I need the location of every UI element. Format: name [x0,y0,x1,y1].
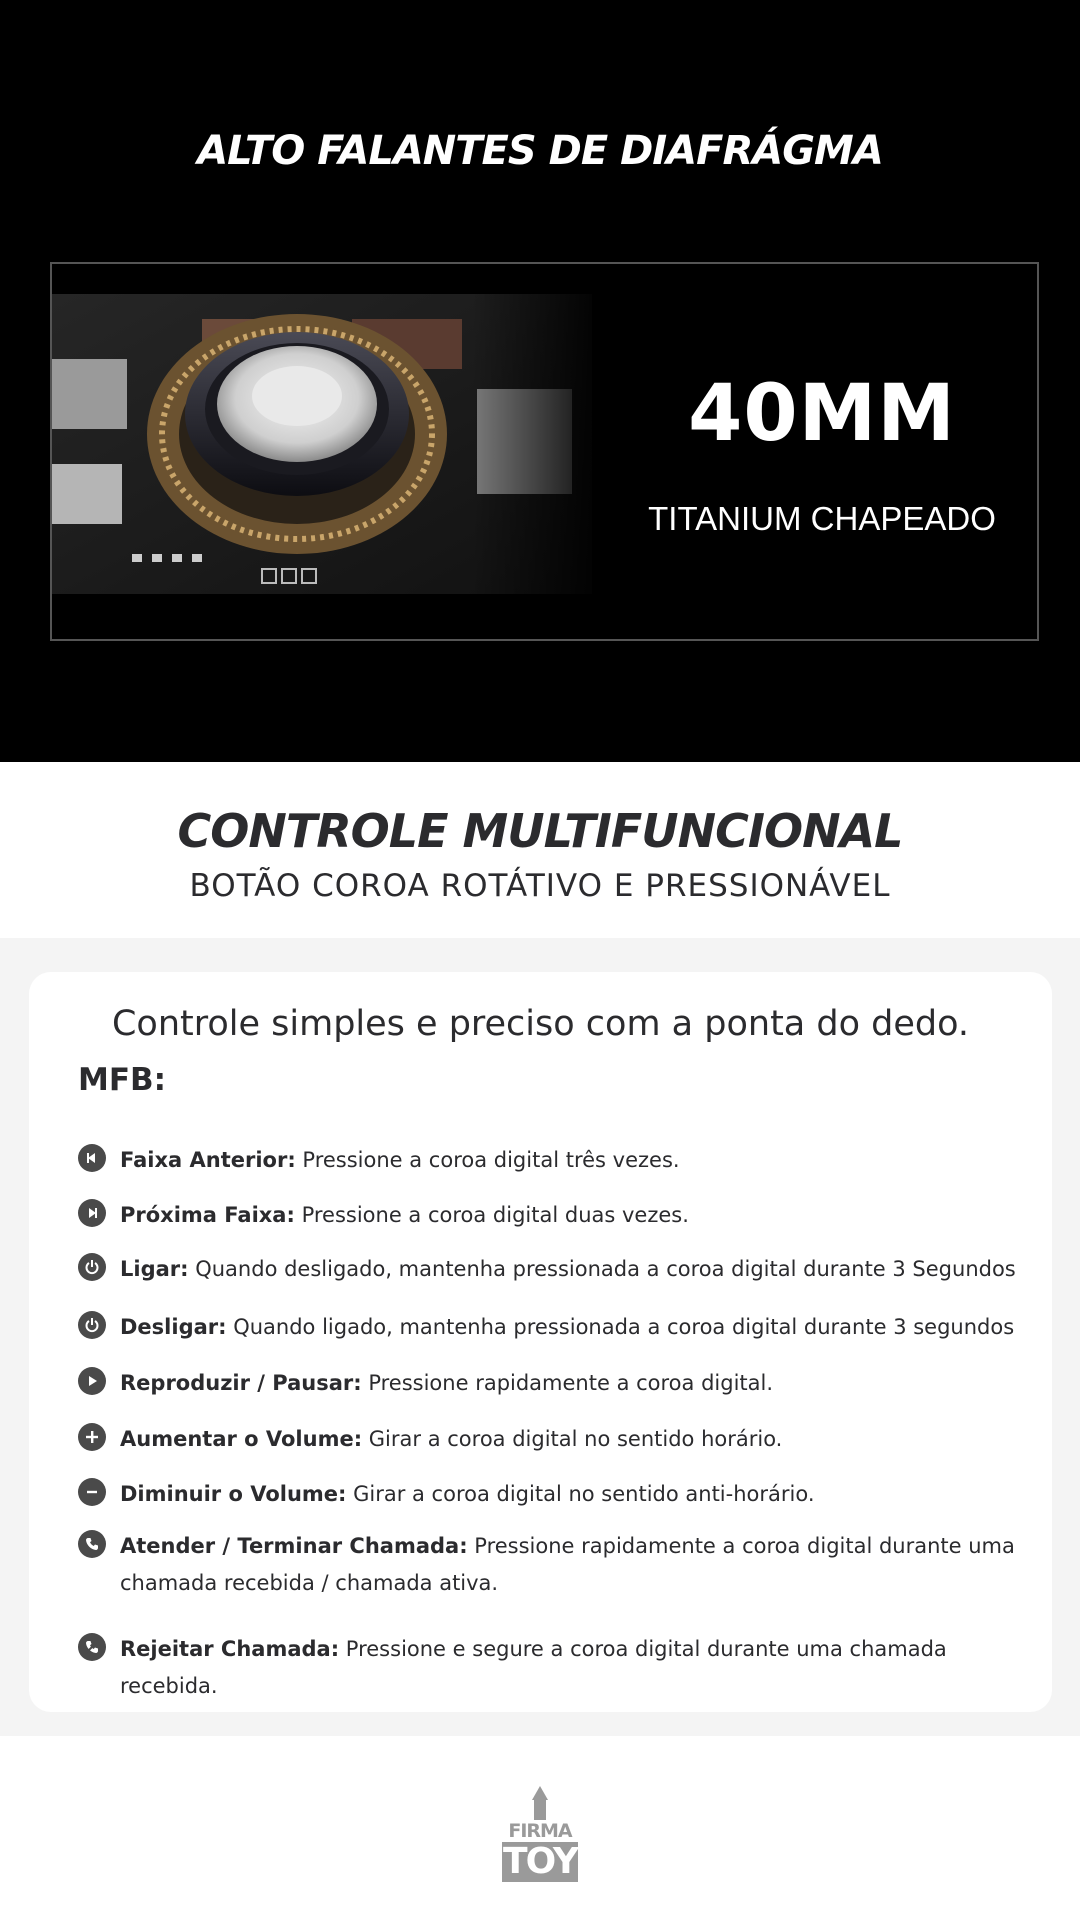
hero-title: ALTO FALANTES DE DIAFRÁGMA [197,128,883,174]
function-label: Rejeitar Chamada: [120,1637,340,1661]
mfb-label: MFB: [78,1062,167,1098]
firma-toy-logo[interactable] [500,1786,580,1880]
function-description: Girar a coroa digital no sentido horário. [362,1427,783,1451]
function-label: Atender / Terminar Chamada: [120,1534,468,1558]
function-description: Pressione a coroa digital três vezes. [295,1148,680,1172]
logo-word-top: FIRMA [508,1820,572,1842]
tower-icon [528,1786,552,1820]
card-heading: Controle simples e preciso com a ponta do dedo. [111,1004,970,1044]
speaker-hero-section [0,0,1080,762]
next-track-icon [78,1199,106,1227]
function-label: Aumentar o Volume: [120,1427,363,1451]
control-heading-section [0,762,1080,938]
previous-track-icon [78,1144,106,1172]
function-label: Ligar: [120,1257,189,1281]
functions-card [29,972,1052,1712]
control-subtitle: BOTÃO COROA ROTÁTIVO E PRESSIONÁVEL [189,868,891,904]
driver-size-label: 40MM [688,369,956,459]
function-description: Pressione rapidamente a coroa digital durante uma chamada recebida / chamada ativa. [120,1534,1015,1595]
function-description: Pressione e segure a coroa digital durante uma chamada recebida. [120,1637,947,1698]
functions-panel [0,938,1080,1736]
plus-icon [78,1423,106,1451]
function-label: Diminuir o Volume: [120,1482,347,1506]
logo-word-bottom: TOY [503,1841,577,1882]
control-title: CONTROLE MULTIFUNCIONAL [177,804,903,858]
function-description: Pressione a coroa digital duas vezes. [294,1203,689,1227]
function-description: Quando desligado, mantenha pressionada a coroa digital durante 3 Segundos [188,1257,1016,1281]
driver-material-label: TITANIUM CHAPEADO [648,500,996,537]
footer [0,1736,1080,1920]
function-label: Próxima Faixa: [120,1203,295,1227]
reject-call-icon [78,1633,106,1661]
minus-icon [78,1478,106,1506]
speaker-banner [50,262,1039,641]
play-icon [78,1367,106,1395]
function-label: Reproduzir / Pausar: [120,1371,362,1395]
function-description: Girar a coroa digital no sentido anti-horário. [346,1482,815,1506]
function-label: Desligar: [120,1315,227,1339]
function-description: Pressione rapidamente a coroa digital. [361,1371,774,1395]
phone-icon [78,1530,106,1558]
power-icon [78,1311,106,1339]
function-description: Quando ligado, mantenha pressionada a coroa digital durante 3 segundos [226,1315,1015,1339]
function-label: Faixa Anterior: [120,1148,296,1172]
power-icon [78,1253,106,1281]
speaker-driver-illustration [52,264,612,639]
